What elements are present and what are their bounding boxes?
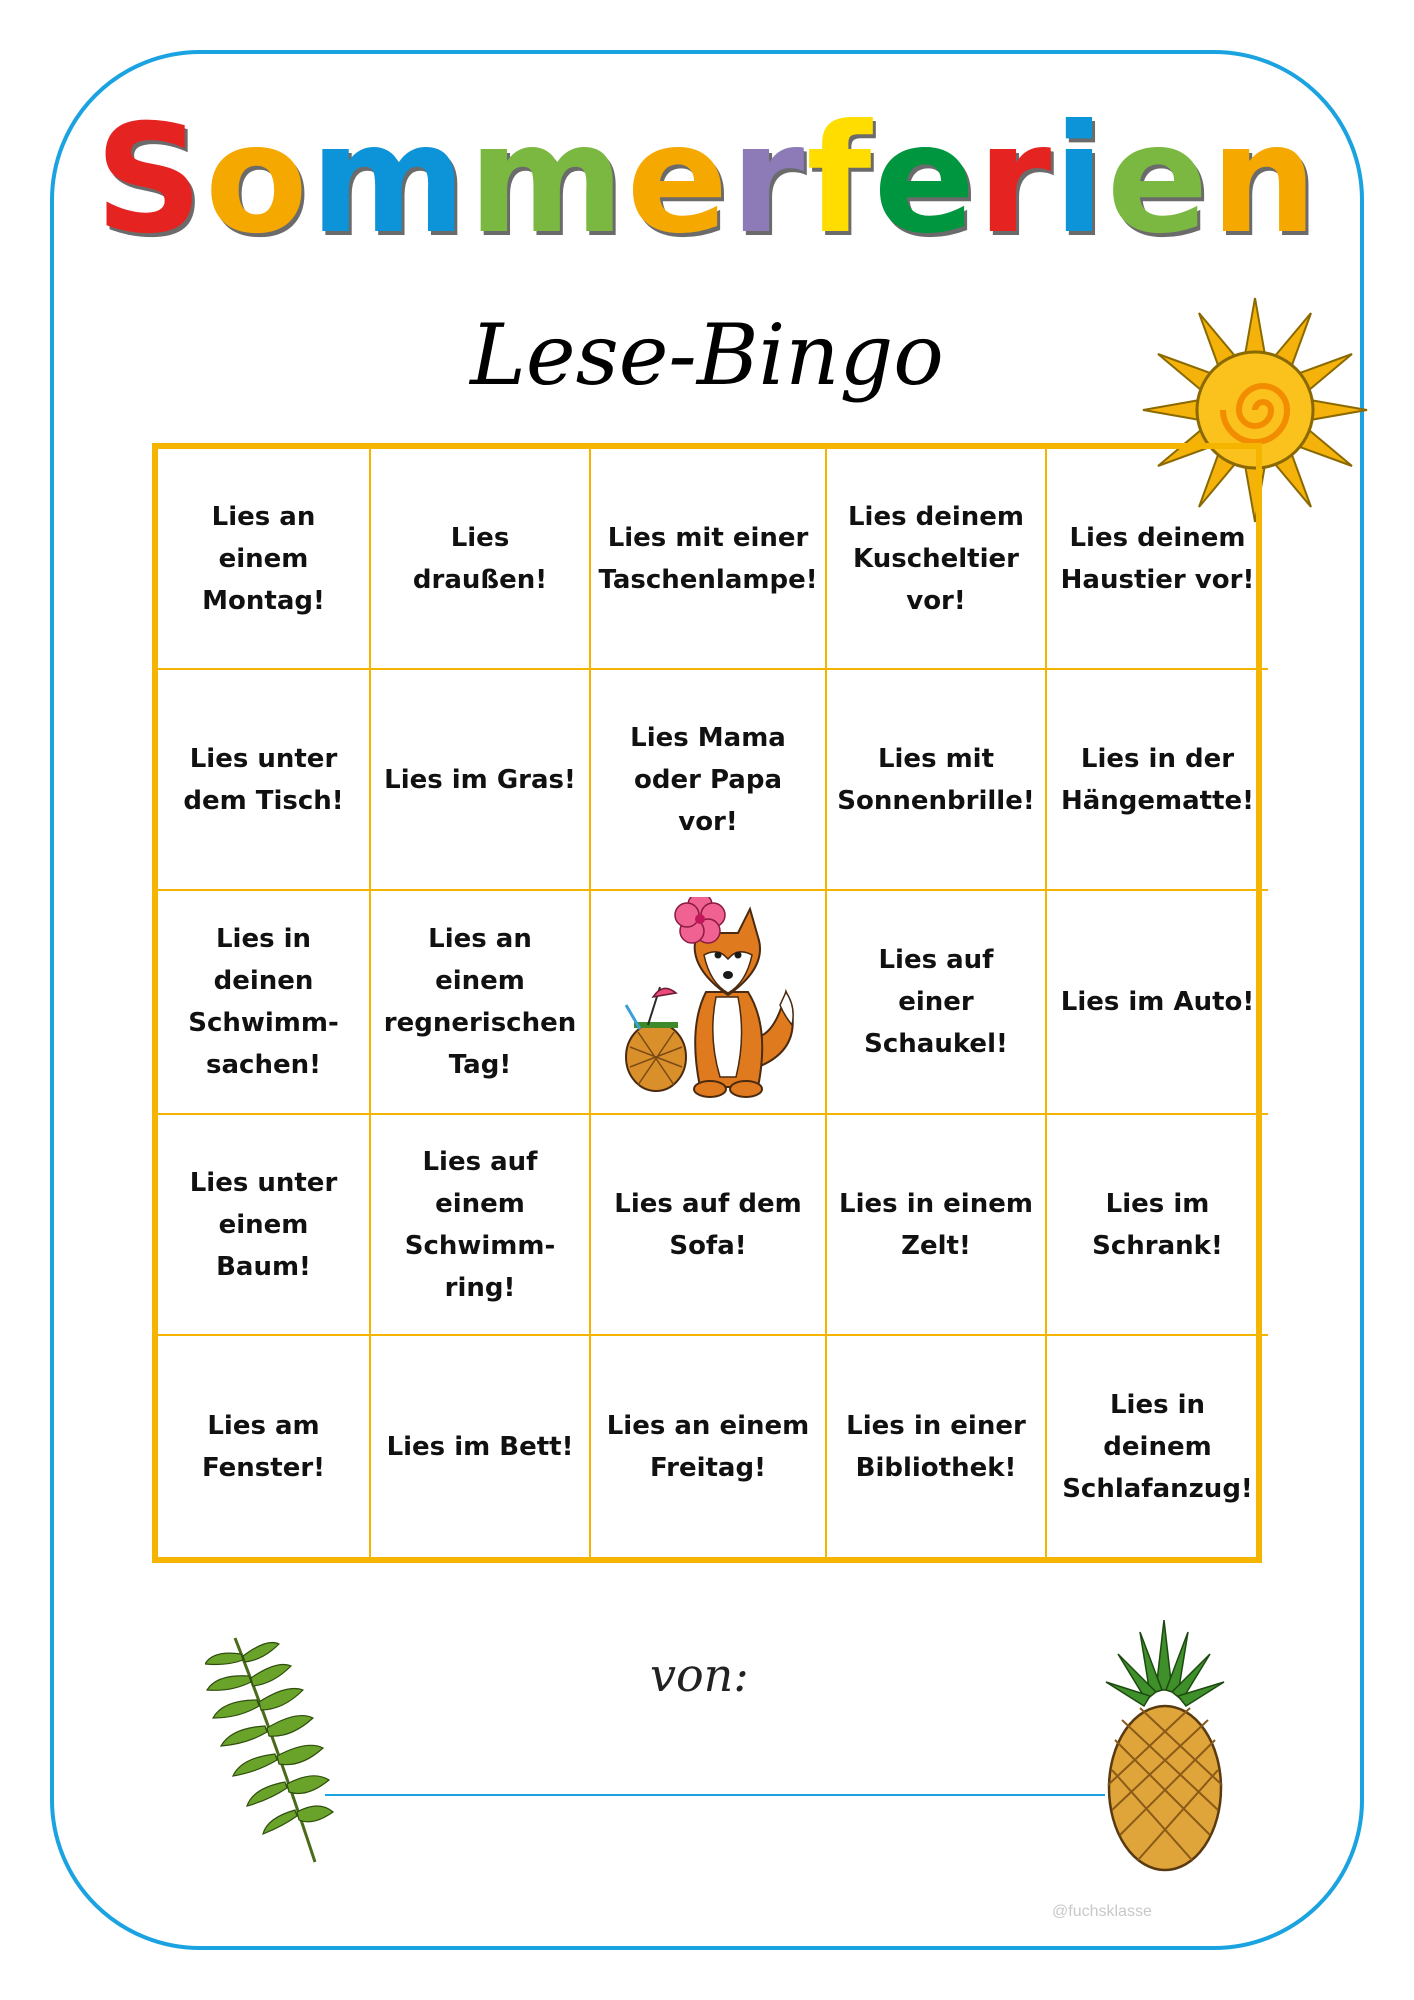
bingo-cell: Lies im Auto! — [1047, 891, 1268, 1115]
credit-watermark: @fuchsklasse — [1052, 1903, 1152, 1920]
title-letter: n — [1210, 93, 1320, 267]
title-letter: e — [873, 93, 978, 267]
pineapple-icon — [1100, 1620, 1230, 1875]
bingo-cell: Lies mit einer Taschenlampe! — [591, 449, 827, 670]
bingo-cell: Lies auf einem Schwimm-ring! — [371, 1115, 591, 1336]
bingo-cell: Lies auf dem Sofa! — [591, 1115, 827, 1336]
subtitle: Lese-Bingo — [470, 306, 944, 404]
bingo-center-cell — [591, 891, 827, 1115]
title-letter: m — [468, 93, 627, 267]
bingo-cell: Lies am Fenster! — [158, 1336, 371, 1557]
bingo-cell: Lies auf einer Schaukel! — [827, 891, 1047, 1115]
bingo-cell: Lies mit Sonnenbrille! — [827, 670, 1047, 891]
title-letter: f — [806, 93, 874, 267]
bingo-cell: Lies unter einem Baum! — [158, 1115, 371, 1336]
bingo-cell: Lies in deinen Schwimm-sachen! — [158, 891, 371, 1115]
bingo-cell: Lies Mama oder Papa vor! — [591, 670, 827, 891]
bingo-cell: Lies unter dem Tisch! — [158, 670, 371, 891]
page-title — [0, 95, 1414, 265]
palm-leaf-icon — [205, 1630, 335, 1870]
title-letter: i — [1053, 93, 1107, 267]
title-letter: S — [94, 93, 205, 267]
title-letter: o — [204, 93, 310, 267]
bingo-cell: Lies im Gras! — [371, 670, 591, 891]
bingo-cell: Lies deinem Kuscheltier vor! — [827, 449, 1047, 670]
fox-with-cocktail-icon — [608, 897, 808, 1107]
bingo-cell: Lies an einem Freitag! — [591, 1336, 827, 1557]
bingo-cell: Lies an einem regnerischen Tag! — [371, 891, 591, 1115]
bingo-cell: Lies draußen! — [371, 449, 591, 670]
name-line[interactable] — [325, 1794, 1105, 1796]
title-letter: r — [730, 93, 807, 267]
bingo-cell: Lies im Schrank! — [1047, 1115, 1268, 1336]
bingo-cell: Lies an einem Montag! — [158, 449, 371, 670]
bingo-grid — [152, 443, 1262, 1563]
bingo-cell: Lies in einem Zelt! — [827, 1115, 1047, 1336]
title-letter: r — [977, 93, 1054, 267]
title-letter: e — [1106, 93, 1211, 267]
title-letter: e — [626, 93, 731, 267]
bingo-cell: Lies deinem Haustier vor! — [1047, 449, 1268, 670]
von-label: von: — [650, 1648, 749, 1702]
bingo-cell: Lies in einer Bibliothek! — [827, 1336, 1047, 1557]
bingo-cell: Lies in der Hängematte! — [1047, 670, 1268, 891]
bingo-cell: Lies in deinem Schlafanzug! — [1062, 1389, 1253, 1504]
title-letter: m — [309, 93, 469, 267]
bingo-cell: Lies im Bett! — [371, 1336, 591, 1557]
